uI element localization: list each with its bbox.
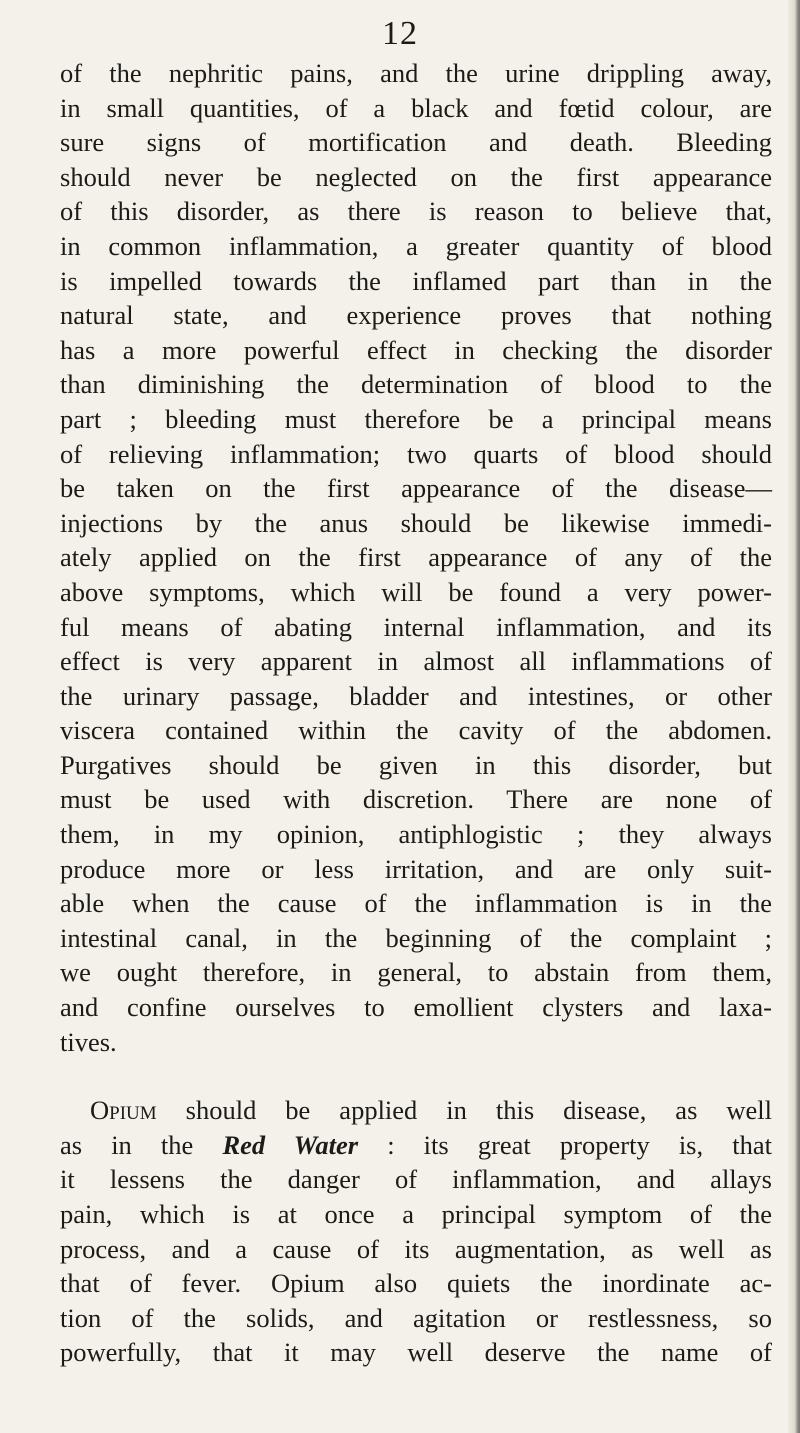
text-line: that of fever. Opium also quiets the inordinate ac- [60,1268,772,1299]
text-line: has a more powerful effect in checking the disorder [60,334,772,365]
page-edge-shadow [788,0,800,1433]
text-line [60,1093,772,1128]
paragraph-1 [60,56,772,1059]
text-line: produce more or less irritation, and are only suit- [60,853,772,884]
text-line: viscera contained within the cavity of the abdomen. [60,715,772,746]
text-run: : its great property is, that [358,1129,772,1160]
text-line: the urinary passage, bladder and intestines, or other [60,680,772,711]
text-line: tion of the solids, and agitation or restlessness, so [60,1302,772,1333]
text-line: effect is very apparent in almost all inflammations of [60,646,772,677]
text-line: able when the cause of the inflammation is in the [60,888,772,919]
text-line: natural state, and experience proves that nothing [60,300,772,331]
text-line: of this disorder, as there is reason to believe that, [60,196,772,227]
text-line: we ought therefore, in general, to abstain from them, [60,957,772,988]
text-line: pain, which is at once a principal symptom of the [60,1199,772,1229]
text-line: sure signs of mortification and death. Bleeding [60,127,772,158]
text-line: above symptoms, which will be found a very power- [60,576,772,607]
text-line: injections by the anus should be likewise immedi- [60,507,772,538]
red-water-emphasis: Red Water [222,1129,359,1160]
text-line: process, and a cause of its augmentation, as well as [60,1233,772,1264]
body-text [60,56,772,1370]
text-line: Purgatives should be given in this disorder, but [60,749,772,780]
text-line: intestinal canal, in the beginning of the complaint ; [60,922,772,953]
text-line [60,1128,772,1163]
opium-small-caps: Opium [90,1095,157,1126]
text-line: of relieving inflammation; two quarts of blood should [60,438,772,469]
page-number: 12 [382,15,418,52]
text-line: than diminishing the determination of blood to the [60,369,772,400]
text-line: should never be neglected on the first appearance [60,161,772,192]
text-line: in small quantities, of a black and fœtid colour, are [60,92,772,123]
text-line: be taken on the first appearance of the disease— [60,473,772,504]
text-line: and confine ourselves to emollient clysters and laxa- [60,992,772,1023]
text-line: of the nephritic pains, and the urine drippling away, [60,58,772,88]
text-line: it lessens the danger of inflammation, and allays [60,1164,772,1195]
text-run: should be applied in this disease, as well [156,1095,772,1126]
text-line: tives. [60,1026,117,1057]
text-line: must be used with discretion. There are none of [60,784,772,815]
text-run: as in the [60,1129,223,1160]
paragraph-2 [60,1093,772,1370]
text-line: ately applied on the first appearance of any of the [60,542,772,573]
text-line: is impelled towards the inflamed part than in the [60,265,772,296]
text-line: powerfully, that it may well deserve the name of [60,1337,772,1368]
text-line: part ; bleeding must therefore be a principal means [60,403,772,434]
text-line: ful means of abating internal inflammation, and its [60,611,772,642]
text-line: them, in my opinion, antiphlogistic ; they always [60,819,772,850]
text-line: in common inflammation, a greater quantity of blood [60,230,772,261]
